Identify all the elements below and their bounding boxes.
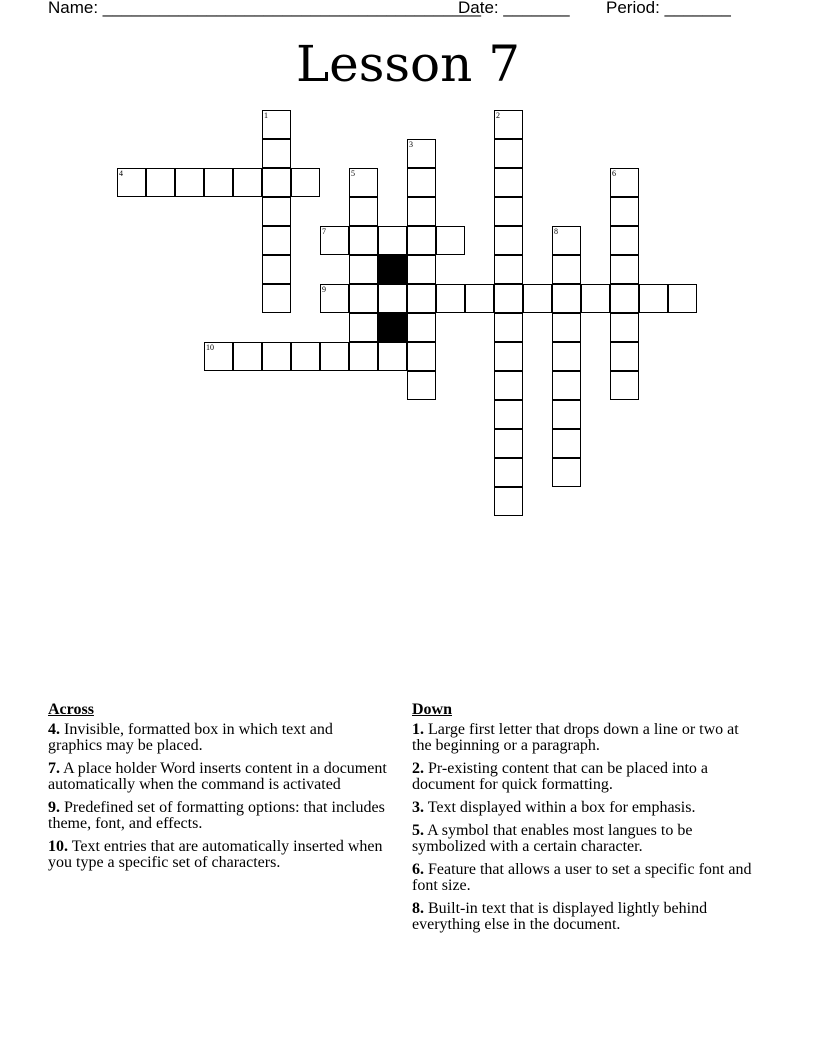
clue-number: 7 <box>322 227 326 236</box>
period-field-label: Period: _______ <box>606 0 731 17</box>
crossword-cell[interactable] <box>668 284 697 313</box>
clue-across-7: 7. A place holder Word inserts content in a document automatically when the command is activated <box>48 760 387 793</box>
crossword-cell[interactable] <box>552 371 581 400</box>
crossword-cell[interactable] <box>378 342 407 371</box>
crossword-cell[interactable] <box>494 284 523 313</box>
crossword-cell[interactable] <box>378 284 407 313</box>
crossword-cell[interactable] <box>436 284 465 313</box>
crossword-cell[interactable] <box>494 110 523 139</box>
across-clues <box>48 702 388 878</box>
crossword-cell[interactable] <box>349 226 378 255</box>
crossword-cell[interactable] <box>610 226 639 255</box>
crossword-cell[interactable] <box>494 371 523 400</box>
crossword-cell[interactable] <box>407 226 436 255</box>
crossword-cell[interactable] <box>175 168 204 197</box>
clue-down-2: 2. Pr-existing content that can be placed into a document for quick formatting. <box>412 760 709 793</box>
page-title: Lesson 7 <box>295 35 521 93</box>
clue-number: 4 <box>119 169 123 178</box>
crossword-cell[interactable] <box>610 284 639 313</box>
clue-number: 8 <box>554 227 558 236</box>
crossword-cell[interactable] <box>291 342 320 371</box>
clue-number: 2 <box>496 111 500 120</box>
crossword-cell[interactable] <box>523 284 552 313</box>
crossword-cell[interactable] <box>262 255 291 284</box>
shaded-cell <box>378 255 407 284</box>
crossword-cell[interactable] <box>494 255 523 284</box>
crossword-cell[interactable] <box>552 342 581 371</box>
crossword-cell[interactable] <box>262 110 291 139</box>
crossword-cell[interactable] <box>407 342 436 371</box>
crossword-cell[interactable] <box>552 458 581 487</box>
crossword-cell[interactable] <box>610 313 639 342</box>
crossword-cell[interactable] <box>436 226 465 255</box>
clue-down-5: 5. A symbol that enables most langues to be symbolized with a certain character. <box>412 822 693 855</box>
clue-number: 3 <box>409 140 413 149</box>
crossword-cell[interactable] <box>494 197 523 226</box>
crossword-cell[interactable] <box>552 429 581 458</box>
clue-number: 9 <box>322 285 326 294</box>
crossword-cell[interactable] <box>494 226 523 255</box>
crossword-cell[interactable] <box>552 226 581 255</box>
crossword-cell[interactable] <box>378 226 407 255</box>
crossword-cell[interactable] <box>494 458 523 487</box>
clue-down-3: 3. Text displayed within a box for emphasis. <box>412 799 696 816</box>
crossword-cell[interactable] <box>262 284 291 313</box>
clue-across-9: 9. Predefined set of formatting options: that includes theme, font, and effects. <box>48 799 385 832</box>
crossword-cell[interactable] <box>407 284 436 313</box>
crossword-cell[interactable] <box>262 226 291 255</box>
name-field-label: Name: ________________________________________ <box>48 0 481 17</box>
crossword-cell[interactable] <box>262 139 291 168</box>
crossword-cell[interactable] <box>349 197 378 226</box>
clue-down-6: 6. Feature that allows a user to set a specific font and font size. <box>412 861 752 894</box>
crossword-cell[interactable] <box>262 168 291 197</box>
crossword-cell[interactable] <box>494 342 523 371</box>
crossword-cell[interactable] <box>610 255 639 284</box>
crossword-cell[interactable] <box>349 255 378 284</box>
crossword-cell[interactable] <box>610 197 639 226</box>
crossword-cell[interactable] <box>407 255 436 284</box>
down-heading: Down <box>412 701 453 718</box>
crossword-cell[interactable] <box>262 197 291 226</box>
down-clues <box>412 702 752 940</box>
crossword-cell[interactable] <box>320 226 349 255</box>
crossword-cell[interactable] <box>407 197 436 226</box>
crossword-cell[interactable] <box>465 284 494 313</box>
crossword-cell[interactable] <box>146 168 175 197</box>
crossword-cell[interactable] <box>639 284 668 313</box>
crossword-cell[interactable] <box>349 168 378 197</box>
clue-number: 1 <box>264 111 268 120</box>
shaded-cell <box>378 313 407 342</box>
crossword-cell[interactable] <box>320 284 349 313</box>
crossword-cell[interactable] <box>494 487 523 516</box>
crossword-cell[interactable] <box>407 139 436 168</box>
crossword-cell[interactable] <box>552 313 581 342</box>
crossword-cell[interactable] <box>494 139 523 168</box>
crossword-cell[interactable] <box>407 371 436 400</box>
clue-number: 6 <box>612 169 616 178</box>
across-heading: Across <box>48 701 94 718</box>
crossword-cell[interactable] <box>233 168 262 197</box>
crossword-cell[interactable] <box>262 342 291 371</box>
crossword-cell[interactable] <box>407 168 436 197</box>
crossword-cell[interactable] <box>610 342 639 371</box>
crossword-cell[interactable] <box>349 284 378 313</box>
crossword-cell[interactable] <box>610 371 639 400</box>
clue-down-1: 1. Large first letter that drops down a line or two at the beginning or a paragraph. <box>412 721 739 754</box>
crossword-cell[interactable] <box>494 168 523 197</box>
crossword-cell[interactable] <box>552 400 581 429</box>
crossword-cell[interactable] <box>204 168 233 197</box>
crossword-cell[interactable] <box>407 313 436 342</box>
crossword-cell[interactable] <box>494 400 523 429</box>
crossword-cell[interactable] <box>233 342 262 371</box>
clue-across-10: 10. Text entries that are automatically inserted when you type a specific set of characters. <box>48 838 383 871</box>
crossword-cell[interactable] <box>349 313 378 342</box>
crossword-cell[interactable] <box>349 342 378 371</box>
crossword-cell[interactable] <box>581 284 610 313</box>
crossword-cell[interactable] <box>204 342 233 371</box>
crossword-cell[interactable] <box>494 313 523 342</box>
clue-number: 10 <box>206 343 214 352</box>
crossword-cell[interactable] <box>117 168 146 197</box>
crossword-cell[interactable] <box>494 429 523 458</box>
crossword-cell[interactable] <box>291 168 320 197</box>
crossword-cell[interactable] <box>610 168 639 197</box>
clue-across-4: 4. Invisible, formatted box in which text and graphics may be placed. <box>48 721 333 754</box>
date-field-label: Date: _______ <box>458 0 570 17</box>
clue-number: 5 <box>351 169 355 178</box>
crossword-cell[interactable] <box>320 342 349 371</box>
clue-down-8: 8. Built-in text that is displayed lightly behind everything else in the document. <box>412 900 708 933</box>
crossword-cell[interactable] <box>552 255 581 284</box>
crossword-cell[interactable] <box>552 284 581 313</box>
